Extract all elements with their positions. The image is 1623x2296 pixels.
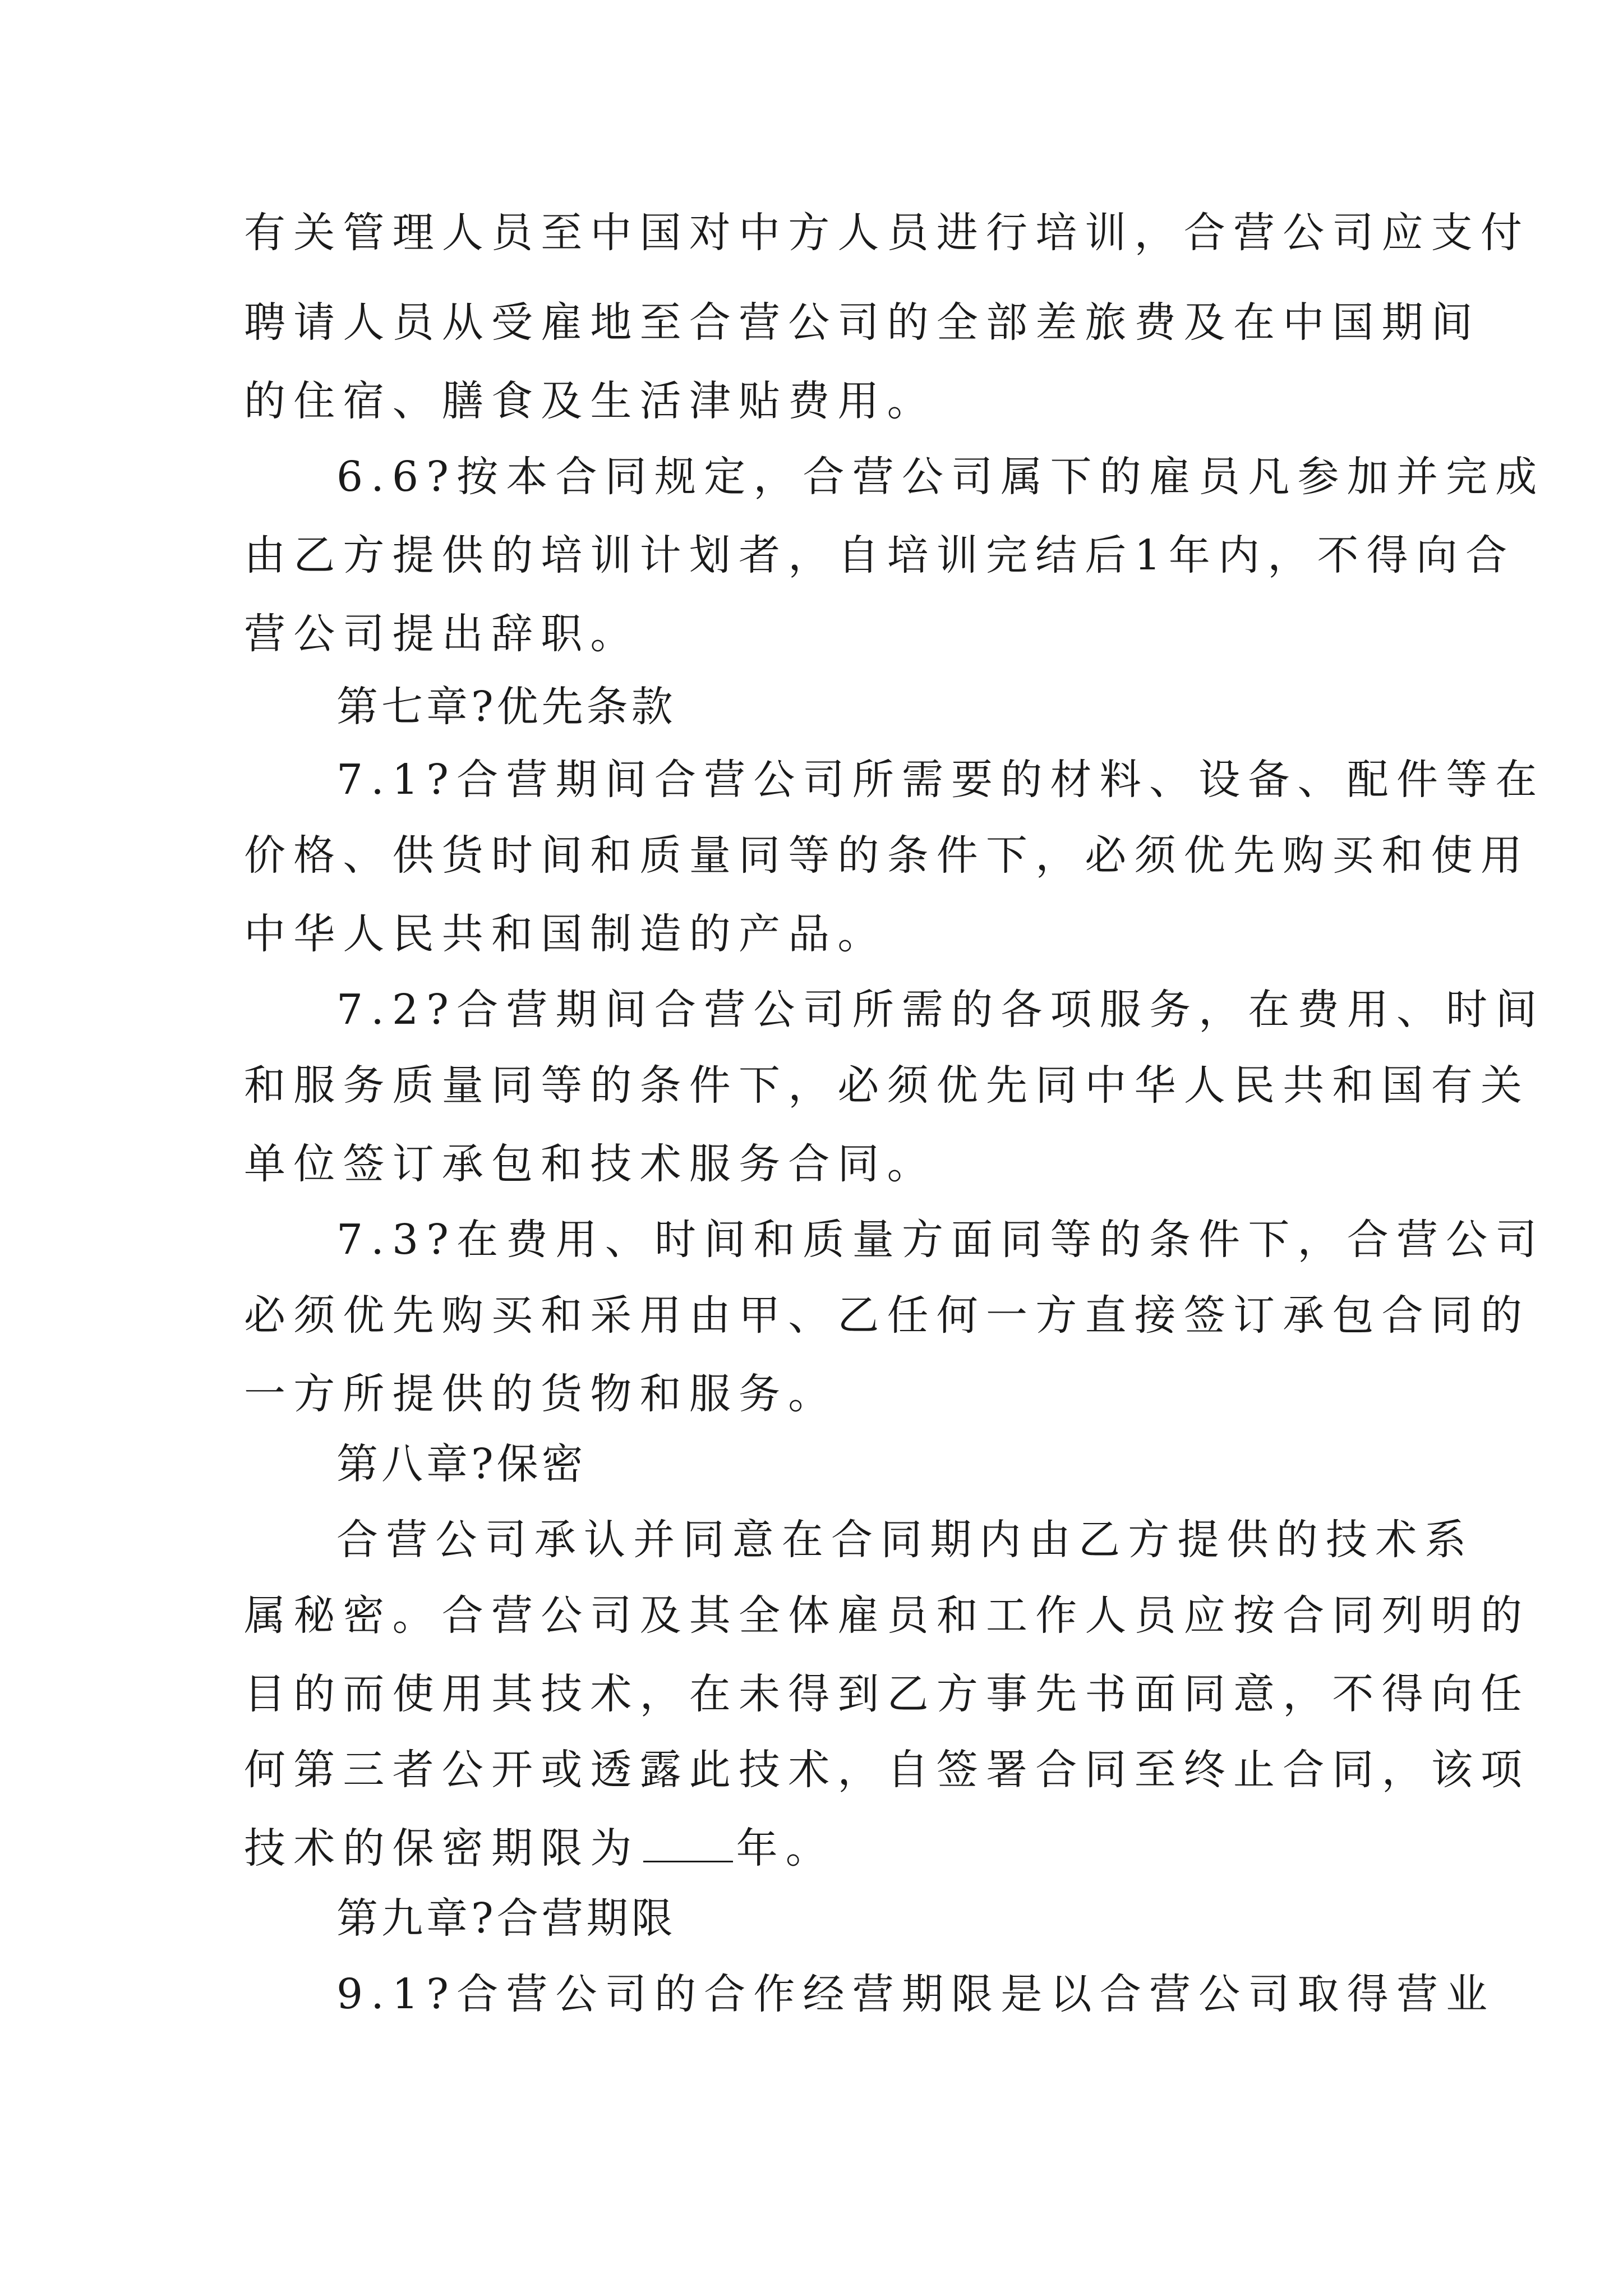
text-line: 一方所提供的货物和服务。 bbox=[244, 1370, 838, 1418]
chapter-9-heading: 第九章?合营期限 bbox=[336, 1894, 676, 1943]
text-line: 和服务质量同等的条件下，必须优先同中华人民共和国有关 bbox=[244, 1061, 1530, 1110]
clause-7-2-line: 7.2?合营期间合营公司所需的各项服务，在费用、时间 bbox=[336, 986, 1545, 1034]
clause-6-6-line: 6.6?按本合同规定，合营公司属下的雇员凡参加并完成 bbox=[336, 453, 1545, 501]
text-segment: 年。 bbox=[736, 1824, 836, 1872]
chapter-8-heading: 第八章?保密 bbox=[336, 1440, 587, 1488]
fill-in-blank bbox=[643, 1827, 733, 1862]
text-line: 由乙方提供的培训计划者，自培训完结后1年内，不得向合 bbox=[244, 531, 1515, 579]
text-line: 价格、供货时间和质量同等的条件下，必须优先购买和使用 bbox=[244, 831, 1530, 880]
text-line: 聘请人员从受雇地至合营公司的全部差旅费及在中国期间 bbox=[244, 298, 1481, 347]
text-line: 属秘密。合营公司及其全体雇员和工作人员应按合同列明的 bbox=[244, 1591, 1530, 1640]
chapter-7-heading: 第七章?优先条款 bbox=[336, 683, 676, 731]
text-line: 何第三者公开或透露此技术，自签署合同至终止合同，该项 bbox=[244, 1746, 1530, 1794]
text-line: 的住宿、膳食及生活津贴费用。 bbox=[244, 377, 937, 425]
clause-7-3-line: 7.3?在费用、时间和质量方面同等的条件下，合营公司 bbox=[336, 1216, 1545, 1264]
text-line: 目的而使用其技术，在未得到乙方事先书面同意，不得向任 bbox=[244, 1670, 1530, 1718]
clause-9-1-line: 9.1?合营公司的合作经营期限是以合营公司取得营业 bbox=[336, 1970, 1496, 2018]
text-segment: 技术的保密期限为 bbox=[244, 1824, 640, 1872]
text-line-with-blank bbox=[244, 1809, 835, 1888]
text-line: 有关管理人员至中国对中方人员进行培训，合营公司应支付 bbox=[244, 209, 1530, 257]
text-line: 营公司提出辞职。 bbox=[244, 610, 640, 658]
confidentiality-paragraph-line: 合营公司承认并同意在合同期内由乙方提供的技术系 bbox=[336, 1516, 1474, 1564]
text-line: 必须优先购买和采用由甲、乙任何一方直接签订承包合同的 bbox=[244, 1291, 1530, 1340]
text-line: 单位签订承包和技术服务合同。 bbox=[244, 1140, 937, 1188]
clause-7-1-line: 7.1?合营期间合营公司所需要的材料、设备、配件等在 bbox=[336, 756, 1545, 804]
text-line: 中华人民共和国制造的产品。 bbox=[244, 910, 887, 958]
